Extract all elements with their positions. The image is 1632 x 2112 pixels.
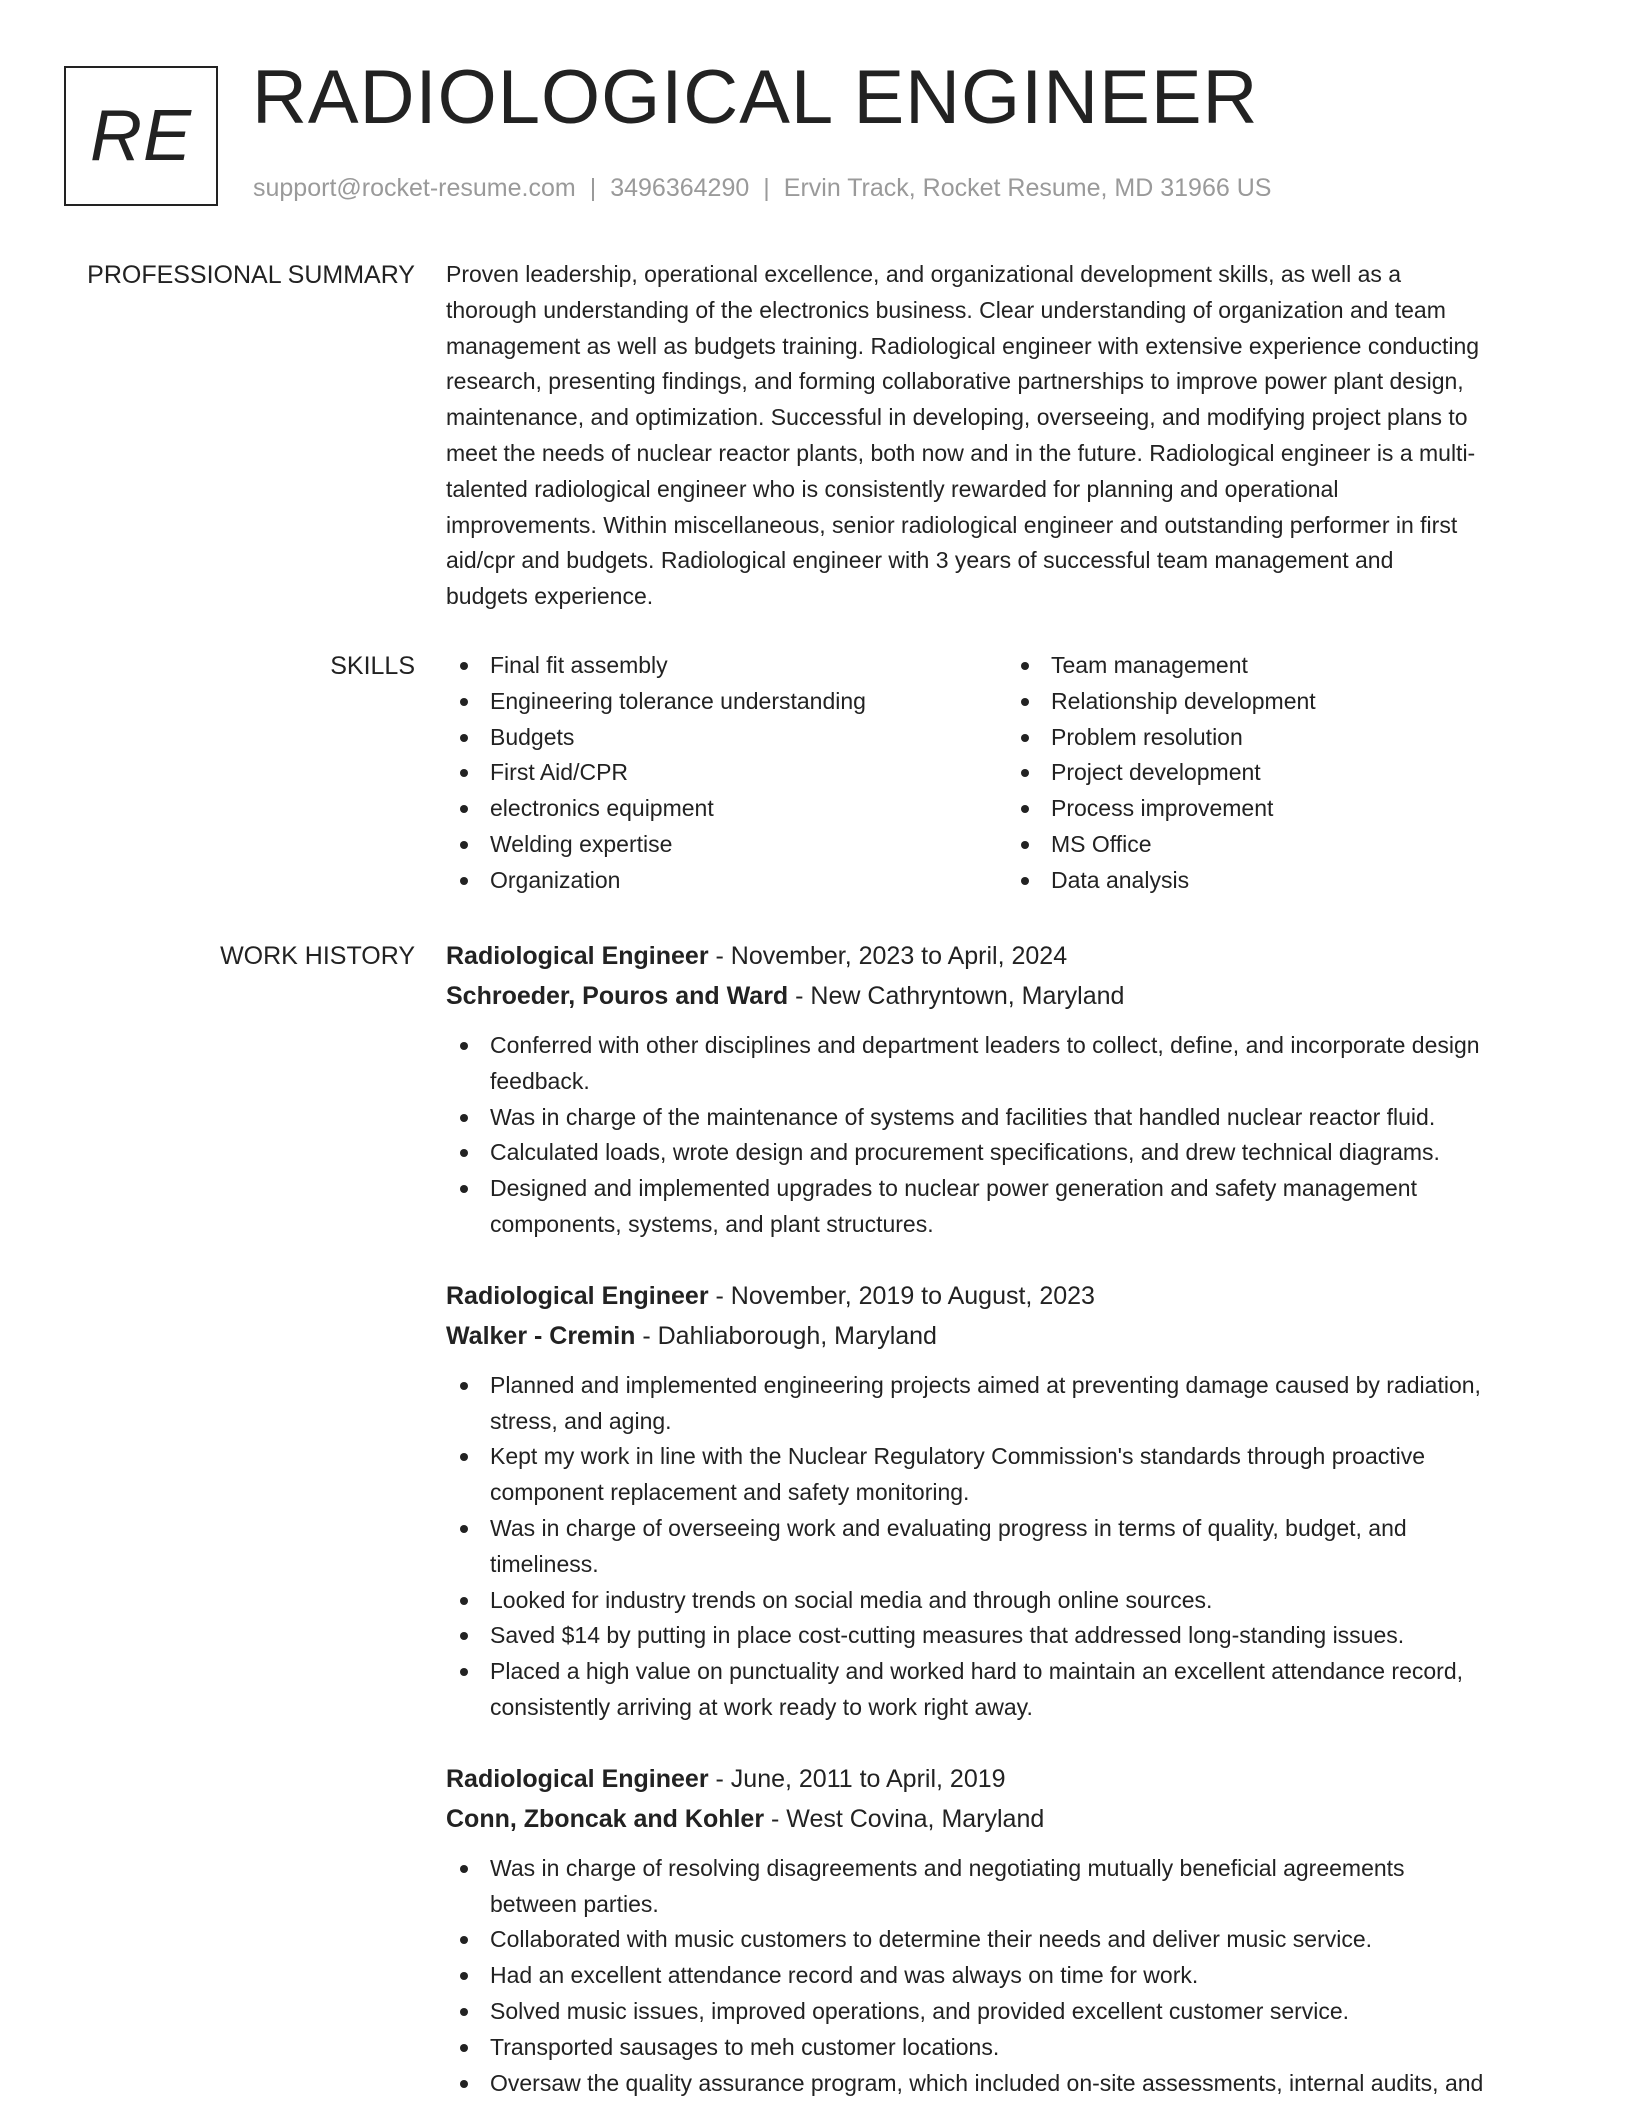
job-bullet-list [446,1851,1568,2102]
skill-item: electronics equipment [490,791,1007,827]
monogram-box [64,66,218,206]
job-bullet [490,1135,1568,1171]
skill-item: Problem resolution [1051,720,1568,756]
contact-address: Ervin Track, Rocket Resume, MD 31966 US [783,174,1272,202]
job-title: Radiological Engineer [446,1281,709,1310]
job-bullet-line: Designed and implemented upgrades to nuclear power generation and safety management [490,1175,1417,1202]
summary-line: maintenance, and optimization. Successful in developing, overseeing, and modifying project plans to [446,404,1468,431]
job-bullet [490,1511,1568,1583]
job-bullet [490,1439,1568,1511]
skill-item: First Aid/CPR [490,755,1007,791]
summary-line: Proven leadership, operational excellence, and organizational development skills, as well as a [446,261,1402,287]
contact-email: support@rocket-resume.com [253,174,576,202]
job-bullet-line: Had an excellent attendance record and was always on time for work. [490,1962,1199,1989]
job-company: Conn, Zboncak and Kohler [446,1804,765,1833]
job-bullet-line: timeliness. [490,1550,599,1577]
job-bullet [490,1994,1568,2030]
job-bullet-line: Was in charge of resolving disagreements and negotiating mutually beneficial agreements [490,1854,1405,1881]
contact-phone: 3496364290 [610,174,750,202]
job-company-line [446,976,1568,1016]
skill-item: Data analysis [1051,863,1568,899]
contact-separator: | [763,174,770,202]
skill-item: Team management [1051,648,1568,684]
job-bullet-line: Placed a high value on punctuality and worked hard to maintain an excellent attendance record, [490,1658,1464,1685]
summary-line: meet the needs of nuclear reactor plants, both now and in the future. Radiological engineer is a multi- [446,439,1476,466]
summary-text [446,257,1568,615]
job-title-line [446,1759,1568,1799]
job-bullet-line: Was in charge of the maintenance of systems and facilities that handled nuclear reactor fluid. [490,1103,1436,1130]
summary-body [446,257,1568,615]
skill-item: Final fit assembly [490,648,1007,684]
summary-line: budgets experience. [446,583,654,610]
job-bullet-line: Looked for industry trends on social media and through online sources. [490,1586,1213,1613]
job-company-line [446,1799,1568,1839]
job-bullet-line: Calculated loads, wrote design and procurement specifications, and drew technical diagrams. [490,1139,1440,1166]
contact-separator: | [589,174,597,202]
summary-line: management as well as budgets training. Radiological engineer with extensive experience conducting [446,332,1480,359]
job-bullet [490,2030,1568,2066]
job-bullet-list [446,1028,1568,1243]
skill-item: Engineering tolerance understanding [490,684,1007,720]
job-bullet [490,1958,1568,1994]
contact-line [253,174,1271,203]
skills-list-right [1007,648,1568,899]
work-body [446,936,1568,2112]
job-bullet [490,1583,1568,1619]
job-bullet-line: feedback. [490,1067,590,1094]
summary-line: improvements. Within miscellaneous, senior radiological engineer and outstanding performer in first [446,511,1458,538]
job-bullet-line: component replacement and safety monitoring. [490,1479,970,1506]
job-bullet-line: Kept my work in line with the Nuclear Regulatory Commission's standards through proactive [490,1443,1426,1470]
skill-item: Organization [490,863,1007,899]
job-bullet-line: stress, and aging. [490,1407,672,1434]
job-bullet-line: Conferred with other disciplines and department leaders to collect, define, and incorporate design [490,1032,1480,1058]
job-bullet-line: between parties. [490,1890,659,1917]
job-entry [446,1759,1568,2102]
skill-item: Process improvement [1051,791,1568,827]
job-location: - New Cathryntown, Maryland [795,982,1125,1010]
skills-body [446,648,1568,899]
job-bullet-line: Was in charge of overseeing work and evaluating progress in terms of quality, budget, and [490,1514,1407,1541]
resume-name: RADIOLOGICAL ENGINEER [252,55,1259,140]
job-dates: - November, 2023 to April, 2024 [715,942,1068,970]
summary-label: PROFESSIONAL SUMMARY [87,261,415,289]
job-bullet-line: Transported sausages to meh customer locations. [490,2033,1000,2060]
job-bullet [490,1100,1568,1136]
job-title-line [446,1276,1568,1316]
work-label: WORK HISTORY [220,942,415,970]
job-location: - West Covina, Maryland [771,1804,1045,1833]
job-bullet [490,1368,1568,1440]
job-bullet [490,1654,1568,1726]
job-entry [446,1276,1568,1726]
summary-line: aid/cpr and budgets. Radiological engineer with 3 years of successful team management and [446,547,1394,574]
job-bullet-line: consistently arriving at work ready to work right away. [490,1693,1033,1720]
job-bullet [490,1851,1568,1923]
job-dates: - November, 2019 to August, 2023 [715,1281,1095,1310]
skill-item: Relationship development [1051,684,1568,720]
job-bullet-line: Planned and implemented engineering projects aimed at preventing damage caused by radiation, [490,1371,1481,1398]
job-bullet-line: components, systems, and plant structures. [490,1210,934,1237]
job-company-line [446,1316,1568,1356]
skill-item: MS Office [1051,827,1568,863]
job-company: Walker - Cremin [446,1321,636,1350]
job-bullet-line: Oversaw the quality assurance program, which included on-site assessments, internal audits, and [490,2069,1484,2096]
skill-item: Project development [1051,755,1568,791]
job-bullet [490,2066,1568,2102]
skills-label: SKILLS [330,652,415,680]
job-dates: - June, 2011 to April, 2019 [715,1764,1006,1793]
summary-line: research, presenting findings, and forming collaborative partnerships to improve power plant design, [446,368,1464,395]
skill-item: Budgets [490,720,1007,756]
job-bullet-list [446,1368,1568,1726]
monogram-initials: RE [89,96,193,176]
job-title-line [446,936,1568,976]
job-bullet-line: Collaborated with music customers to determine their needs and deliver music service. [490,1926,1373,1953]
job-bullet [490,1922,1568,1958]
job-bullet-line: Saved $14 by putting in place cost-cutting measures that addressed long-standing issues. [490,1622,1405,1649]
skills-list-left [446,648,1007,899]
job-title: Radiological Engineer [446,1764,709,1793]
job-bullet-line: Solved music issues, improved operations, and provided excellent customer service. [490,1997,1350,2024]
job-company: Schroeder, Pouros and Ward [446,982,789,1010]
skill-item: Welding expertise [490,827,1007,863]
job-bullet [490,1028,1568,1100]
job-bullet [490,1618,1568,1654]
job-location: - Dahliaborough, Maryland [642,1321,937,1350]
summary-line: thorough understanding of the electronics business. Clear understanding of organization and team [446,296,1446,323]
job-title: Radiological Engineer [446,942,709,970]
job-entry [446,936,1568,1243]
job-bullet [490,1171,1568,1243]
summary-line: talented radiological engineer who is consistently rewarded for planning and operational [446,475,1339,502]
